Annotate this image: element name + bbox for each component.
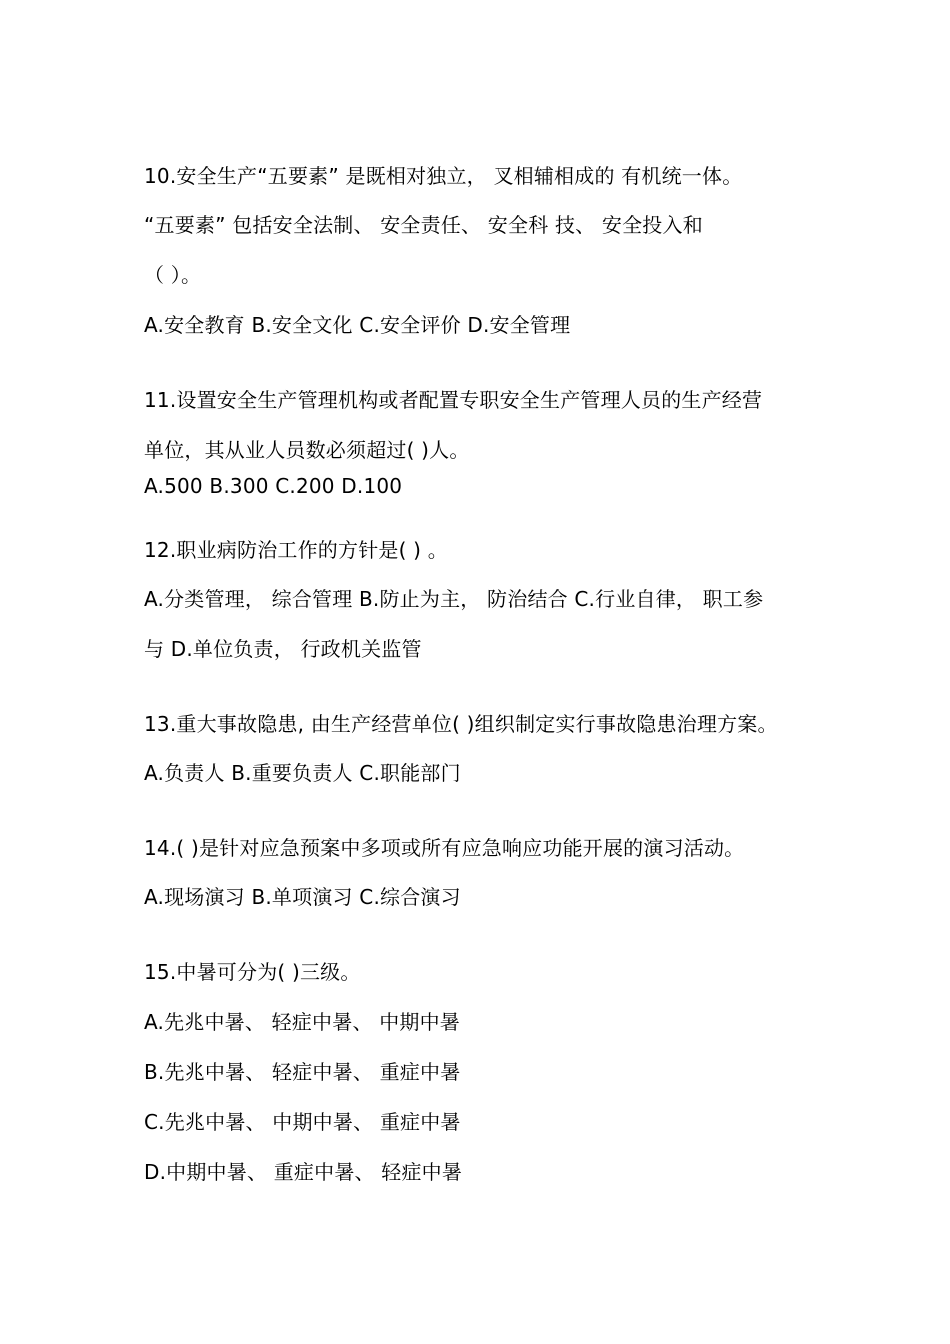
question-10-options: A.安全教育 B.安全文化 C.安全评价 D.安全管理 [144, 313, 571, 337]
question-12-options-1: A.分类管理， 综合管理 B.防止为主， 防治结合 C.行业自律， 职工参 [144, 587, 764, 611]
question-11-line-1: 11.设置安全生产管理机构或者配置专职安全生产管理人员的生产经营 [144, 388, 763, 412]
question-15-option-b: B.先兆中暑、 轻症中暑、 重症中暑 [144, 1060, 461, 1084]
question-13-line-1: 13.重大事故隐患, 由生产经营单位( )组织制定实行事故隐患治理方案。 [144, 712, 778, 736]
question-10-line-3: （ ）。 [144, 263, 202, 287]
question-14-options: A.现场演习 B.单项演习 C.综合演习 [144, 885, 461, 909]
question-10-line-2: “五要素” 包括安全法制、 安全责任、 安全科 技、 安全投入和 [144, 213, 703, 237]
question-15-option-a: A.先兆中暑、 轻症中暑、 中期中暑 [144, 1010, 461, 1034]
question-15-option-c: C.先兆中暑、 中期中暑、 重症中暑 [144, 1110, 461, 1134]
question-11-options: A.500 B.300 C.200 D.100 [144, 474, 403, 498]
question-12-options-2: 与 D.单位负责， 行政机关监管 [144, 637, 422, 661]
question-14-line-1: 14.( )是针对应急预案中多项或所有应急响应功能开展的演习活动。 [144, 836, 745, 860]
question-10-line-1: 10.安全生产“五要素” 是既相对独立， 叉相辅相成的 有机统一体。 [144, 164, 743, 188]
question-13-options: A.负责人 B.重要负责人 C.职能部门 [144, 761, 461, 785]
question-11-line-2: 单位，其从业人员数必须超过( )人。 [144, 438, 470, 462]
question-15-option-d: D.中期中暑、 重症中暑、 轻症中暑 [144, 1160, 463, 1184]
question-15-line-1: 15.中暑可分为( )三级。 [144, 960, 361, 984]
question-12-line-1: 12.职业病防治工作的方针是( ) 。 [144, 538, 448, 562]
